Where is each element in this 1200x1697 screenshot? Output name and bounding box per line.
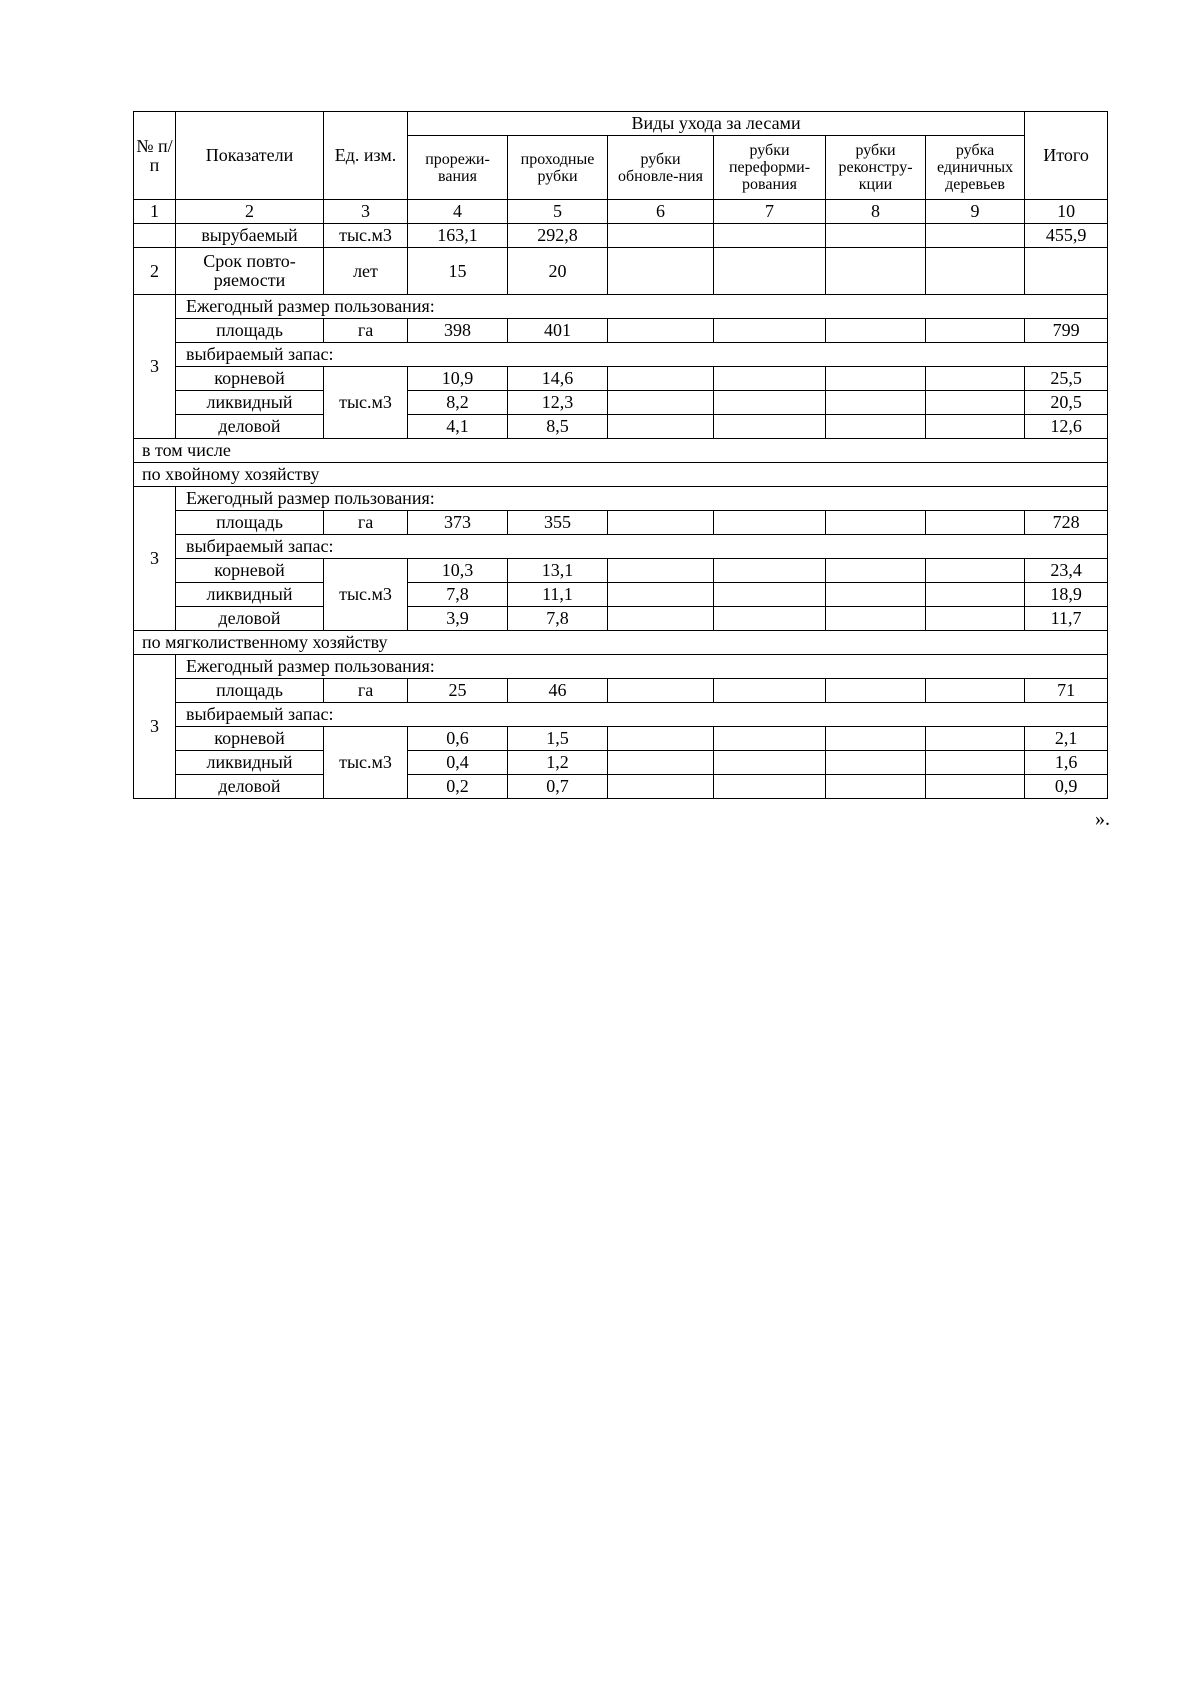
- row-num: 2: [134, 248, 176, 295]
- cell-empty: [714, 775, 826, 799]
- cell-empty: [926, 727, 1025, 751]
- col-number: 1: [134, 200, 176, 224]
- cell-empty: [826, 511, 926, 535]
- cell-empty: [608, 391, 714, 415]
- cell-empty: [926, 367, 1025, 391]
- header-col-passage: проходные рубки: [508, 136, 608, 200]
- cell-empty: [608, 559, 714, 583]
- header-indicators: Показатели: [176, 112, 324, 200]
- table-row: [134, 631, 1108, 655]
- table-row: [134, 319, 1108, 343]
- cell-value: 401: [508, 319, 608, 343]
- cell-value: 1,5: [508, 727, 608, 751]
- row-unit: тыс.м3: [324, 224, 408, 248]
- cell-empty: [714, 679, 826, 703]
- cell-empty: [926, 415, 1025, 439]
- cell-empty: [714, 367, 826, 391]
- cell-empty: [926, 583, 1025, 607]
- section-selected-stock: выбираемый запас:: [176, 703, 1108, 727]
- cell-empty: [714, 511, 826, 535]
- table-row: [134, 727, 1108, 751]
- row-unit: тыс.м3: [324, 559, 408, 631]
- row-label: корневой: [176, 727, 324, 751]
- cell-value: 163,1: [408, 224, 508, 248]
- cell-empty: [926, 751, 1025, 775]
- cell-total: 2,1: [1025, 727, 1108, 751]
- cell-value: 13,1: [508, 559, 608, 583]
- forest-care-table: [133, 111, 1108, 799]
- row-label: деловой: [176, 607, 324, 631]
- table-row: [134, 751, 1108, 775]
- table-row: [134, 487, 1108, 511]
- cell-total: 455,9: [1025, 224, 1108, 248]
- cell-empty: [826, 775, 926, 799]
- cell-value: 46: [508, 679, 608, 703]
- header-col-thinning: прорежи-вания: [408, 136, 508, 200]
- col-number: 9: [926, 200, 1025, 224]
- cell-empty: [926, 559, 1025, 583]
- cell-empty: [714, 224, 826, 248]
- cell-value: 7,8: [408, 583, 508, 607]
- cell-total: 11,7: [1025, 607, 1108, 631]
- table-row: [134, 367, 1108, 391]
- cell-value: 292,8: [508, 224, 608, 248]
- cell-empty: [714, 583, 826, 607]
- cell-total: 728: [1025, 511, 1108, 535]
- row-label: деловой: [176, 775, 324, 799]
- header-total: Итого: [1025, 112, 1108, 200]
- cell-total: 18,9: [1025, 583, 1108, 607]
- table-row: [134, 463, 1108, 487]
- section-including: в том числе: [134, 439, 1108, 463]
- cell-total: 0,9: [1025, 775, 1108, 799]
- cell-value: 14,6: [508, 367, 608, 391]
- cell-total: 799: [1025, 319, 1108, 343]
- cell-value: 398: [408, 319, 508, 343]
- cell-empty: [714, 415, 826, 439]
- col-number: 4: [408, 200, 508, 224]
- row-label: площадь: [176, 319, 324, 343]
- cell-value: 373: [408, 511, 508, 535]
- table-row: [134, 224, 1108, 248]
- header-col-single-trees: рубка единичных деревьев: [926, 136, 1025, 200]
- col-number: 10: [1025, 200, 1108, 224]
- table-row: [134, 439, 1108, 463]
- table-row: [134, 583, 1108, 607]
- cell-empty: [826, 391, 926, 415]
- header-num: № п/ п: [134, 112, 176, 200]
- row-label: Срок повто-ряемости: [176, 248, 324, 295]
- table-row: [134, 679, 1108, 703]
- cell-value: 3,9: [408, 607, 508, 631]
- cell-total: 20,5: [1025, 391, 1108, 415]
- cell-value: 0,4: [408, 751, 508, 775]
- row-unit: га: [324, 679, 408, 703]
- cell-total: 12,6: [1025, 415, 1108, 439]
- table-row: [134, 391, 1108, 415]
- row-label: вырубаемый: [176, 224, 324, 248]
- cell-empty: [826, 319, 926, 343]
- table-row: [134, 607, 1108, 631]
- row-unit: тыс.м3: [324, 727, 408, 799]
- cell-empty: [926, 679, 1025, 703]
- cell-empty: [826, 679, 926, 703]
- table-row: [134, 295, 1108, 319]
- cell-value: 8,5: [508, 415, 608, 439]
- col-number: 3: [324, 200, 408, 224]
- cell-empty: [608, 367, 714, 391]
- table-row: [134, 559, 1108, 583]
- cell-empty: [714, 391, 826, 415]
- cell-value: 0,2: [408, 775, 508, 799]
- table-row: [134, 655, 1108, 679]
- table-row: [134, 343, 1108, 367]
- cell-empty: [608, 511, 714, 535]
- row-label: ликвидный: [176, 751, 324, 775]
- section-annual-usage: Ежегодный размер пользования:: [176, 655, 1108, 679]
- cell-empty: [714, 751, 826, 775]
- header-care-types: Виды ухода за лесами: [408, 112, 1025, 136]
- cell-empty: [1025, 248, 1108, 295]
- cell-value: 20: [508, 248, 608, 295]
- cell-empty: [714, 607, 826, 631]
- cell-empty: [714, 319, 826, 343]
- cell-empty: [826, 367, 926, 391]
- row-unit: га: [324, 511, 408, 535]
- col-number: 2: [176, 200, 324, 224]
- row-label: ликвидный: [176, 583, 324, 607]
- cell-empty: [608, 775, 714, 799]
- section-softwood: по мягколиственному хозяйству: [134, 631, 1108, 655]
- cell-empty: [826, 751, 926, 775]
- cell-empty: [608, 583, 714, 607]
- cell-total: 25,5: [1025, 367, 1108, 391]
- cell-value: 25: [408, 679, 508, 703]
- section-selected-stock: выбираемый запас:: [176, 343, 1108, 367]
- cell-empty: [608, 319, 714, 343]
- cell-empty: [826, 559, 926, 583]
- cell-empty: [608, 607, 714, 631]
- cell-empty: [926, 511, 1025, 535]
- cell-empty: [826, 583, 926, 607]
- cell-empty: [826, 248, 926, 295]
- cell-value: 10,3: [408, 559, 508, 583]
- section-annual-usage: Ежегодный размер пользования:: [176, 295, 1108, 319]
- row-num: 3: [134, 295, 176, 439]
- cell-empty: [826, 727, 926, 751]
- cell-empty: [608, 679, 714, 703]
- cell-value: 355: [508, 511, 608, 535]
- cell-empty: [826, 607, 926, 631]
- table-row: [134, 415, 1108, 439]
- header-col-reformation: рубки переформи-рования: [714, 136, 826, 200]
- cell-value: 10,9: [408, 367, 508, 391]
- cell-total: 23,4: [1025, 559, 1108, 583]
- cell-empty: [926, 224, 1025, 248]
- cell-empty: [926, 391, 1025, 415]
- col-number: 7: [714, 200, 826, 224]
- cell-empty: [714, 248, 826, 295]
- row-label: площадь: [176, 679, 324, 703]
- col-number: 5: [508, 200, 608, 224]
- table-row: [134, 511, 1108, 535]
- table-row: [134, 703, 1108, 727]
- cell-empty: [608, 751, 714, 775]
- cell-value: 11,1: [508, 583, 608, 607]
- cell-empty: [608, 224, 714, 248]
- cell-empty: [608, 727, 714, 751]
- section-selected-stock: выбираемый запас:: [176, 535, 1108, 559]
- cell-value: 7,8: [508, 607, 608, 631]
- cell-value: 0,7: [508, 775, 608, 799]
- cell-empty: [608, 415, 714, 439]
- cell-value: 0,6: [408, 727, 508, 751]
- table-row: [134, 775, 1108, 799]
- cell-empty: [826, 415, 926, 439]
- cell-empty: [926, 607, 1025, 631]
- row-label: корневой: [176, 367, 324, 391]
- cell-value: 15: [408, 248, 508, 295]
- table-row: [134, 248, 1108, 295]
- section-conifer: по хвойному хозяйству: [134, 463, 1108, 487]
- row-unit: лет: [324, 248, 408, 295]
- row-unit: га: [324, 319, 408, 343]
- closing-quote-mark: ».: [1095, 808, 1110, 830]
- row-label: ликвидный: [176, 391, 324, 415]
- header-col-renewal: рубки обновле-ния: [608, 136, 714, 200]
- row-unit: тыс.м3: [324, 367, 408, 439]
- cell-value: 12,3: [508, 391, 608, 415]
- cell-total: 71: [1025, 679, 1108, 703]
- row-label: деловой: [176, 415, 324, 439]
- cell-empty: [926, 775, 1025, 799]
- row-label: корневой: [176, 559, 324, 583]
- cell-total: 1,6: [1025, 751, 1108, 775]
- table-row: [134, 535, 1108, 559]
- row-num: 3: [134, 487, 176, 631]
- cell-empty: [714, 559, 826, 583]
- row-label: площадь: [176, 511, 324, 535]
- cell-value: 1,2: [508, 751, 608, 775]
- cell-empty: [926, 319, 1025, 343]
- cell-empty: [714, 727, 826, 751]
- header-unit: Ед. изм.: [324, 112, 408, 200]
- row-num: 3: [134, 655, 176, 799]
- cell-empty: [608, 248, 714, 295]
- section-annual-usage: Ежегодный размер пользования:: [176, 487, 1108, 511]
- col-number: 6: [608, 200, 714, 224]
- cell-empty: [826, 224, 926, 248]
- cell-value: 4,1: [408, 415, 508, 439]
- cell-empty: [134, 224, 176, 248]
- cell-value: 8,2: [408, 391, 508, 415]
- col-number: 8: [826, 200, 926, 224]
- header-col-reconstruction: рубки реконстру-кции: [826, 136, 926, 200]
- cell-empty: [926, 248, 1025, 295]
